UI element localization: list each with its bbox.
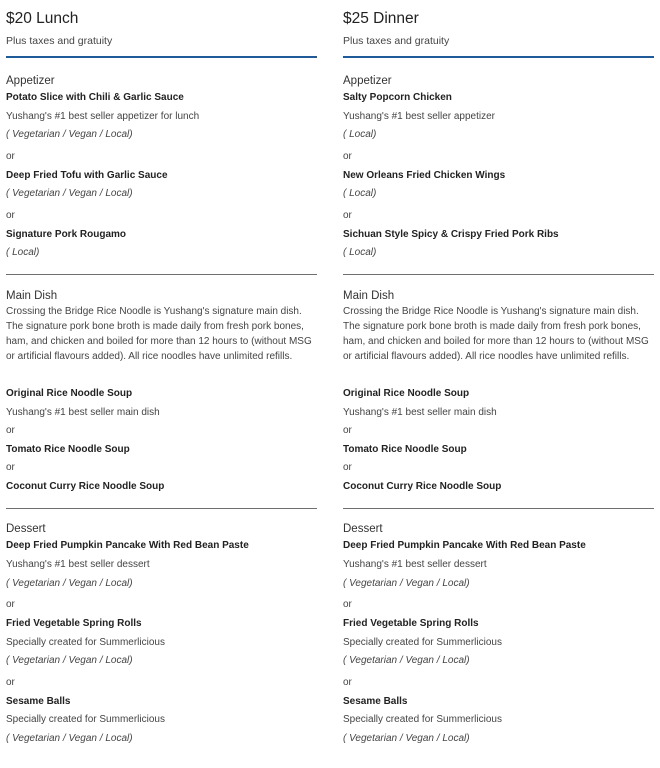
title-rule: [6, 56, 317, 58]
menu-item-name: Deep Fried Pumpkin Pancake With Red Bean Paste: [343, 540, 586, 551]
section-heading-dessert: Dessert: [343, 523, 383, 535]
menu-title: $20 Lunch: [6, 10, 79, 27]
section-heading-appetizer: Appetizer: [343, 75, 392, 87]
main-dish-description: Crossing the Bridge Rice Noodle is Yushang's signature main dish. The signature pork bone broth is made daily from fresh pork bones, ham, and chicken and boiled for more than 12 hours to (without MSG or artificial flavours added). All rice noodles have unlimited refills.: [6, 306, 312, 362]
menu-item-note: Yushang's #1 best seller appetizer for lunch: [6, 111, 200, 122]
menu-item-note: Specially created for Summerlicious: [6, 637, 165, 648]
menu-item-name: Deep Fried Tofu with Garlic Sauce: [6, 170, 168, 181]
section-heading-dessert: Dessert: [6, 523, 46, 535]
or-separator: or: [6, 677, 15, 688]
menu-subtitle: Plus taxes and gratuity: [343, 35, 450, 47]
menu-item-name: Tomato Rice Noodle Soup: [6, 444, 130, 455]
main-dish-description: Crossing the Bridge Rice Noodle is Yushang's signature main dish. The signature pork bone broth is made daily from fresh pork bones, ham, and chicken and boiled for more than 12 hours to (without MSG or artificial flavours added). All rice noodles have unlimited refills.: [343, 306, 649, 362]
section-divider: [6, 274, 317, 275]
or-separator: or: [343, 462, 352, 473]
or-separator: or: [343, 210, 352, 221]
menu-item-tags: ( Vegetarian / Vegan / Local): [343, 733, 470, 744]
or-separator: or: [6, 210, 15, 221]
menu-item-tags: ( Vegetarian / Vegan / Local): [343, 655, 470, 666]
menu-item-tags: ( Vegetarian / Vegan / Local): [6, 733, 133, 744]
menu-item-name: Fried Vegetable Spring Rolls: [343, 618, 479, 629]
menu-item-tags: ( Local): [343, 129, 377, 140]
or-separator: or: [343, 677, 352, 688]
or-separator: or: [343, 599, 352, 610]
menu-item-name: Signature Pork Rougamo: [6, 229, 127, 240]
menu-subtitle: Plus taxes and gratuity: [6, 35, 113, 47]
menu-item-note: Specially created for Summerlicious: [343, 637, 502, 648]
menu-item-tags: ( Vegetarian / Vegan / Local): [6, 578, 133, 589]
menu-item-tags: ( Vegetarian / Vegan / Local): [6, 129, 133, 140]
section-heading-main-dish: Main Dish: [343, 290, 395, 302]
or-separator: or: [6, 151, 15, 162]
menu-item-name: Coconut Curry Rice Noodle Soup: [6, 481, 165, 492]
menu-item-note: Yushang's #1 best seller main dish: [343, 407, 497, 418]
menu-item-name: Fried Vegetable Spring Rolls: [6, 618, 142, 629]
menu-item-tags: ( Vegetarian / Vegan / Local): [6, 188, 133, 199]
menu-item-name: Deep Fried Pumpkin Pancake With Red Bean Paste: [6, 540, 249, 551]
or-separator: or: [343, 425, 352, 436]
section-heading-appetizer: Appetizer: [6, 75, 55, 87]
or-separator: or: [6, 599, 15, 610]
section-heading-main-dish: Main Dish: [6, 290, 58, 302]
menu-item-name: Original Rice Noodle Soup: [343, 388, 470, 399]
title-rule: [343, 56, 654, 58]
menu-item-tags: ( Vegetarian / Vegan / Local): [6, 655, 133, 666]
menu-item-name: Potato Slice with Chili & Garlic Sauce: [6, 92, 184, 103]
menu-item-tags: ( Local): [343, 188, 377, 199]
menu-item-note: Specially created for Summerlicious: [343, 714, 502, 725]
menu-item-name: Tomato Rice Noodle Soup: [343, 444, 467, 455]
menu-item-name: New Orleans Fried Chicken Wings: [343, 170, 506, 181]
menu-item-name: Salty Popcorn Chicken: [343, 92, 452, 103]
menu-item-tags: ( Local): [343, 247, 377, 258]
section-divider: [343, 508, 654, 509]
or-separator: or: [6, 425, 15, 436]
menu-item-name: Original Rice Noodle Soup: [6, 388, 133, 399]
menu-item-tags: ( Local): [6, 247, 40, 258]
menu-item-name: Sesame Balls: [6, 696, 71, 707]
menu-item-note: Yushang's #1 best seller dessert: [6, 559, 150, 570]
menu-title: $25 Dinner: [343, 10, 419, 27]
or-separator: or: [343, 151, 352, 162]
menu-item-note: Yushang's #1 best seller appetizer: [343, 111, 496, 122]
menu-item-name: Sesame Balls: [343, 696, 408, 707]
menu-item-note: Yushang's #1 best seller main dish: [6, 407, 160, 418]
menu-item-name: Sichuan Style Spicy & Crispy Fried Pork Ribs: [343, 229, 559, 240]
section-divider: [6, 508, 317, 509]
menu-item-note: Specially created for Summerlicious: [6, 714, 165, 725]
menu-item-tags: ( Vegetarian / Vegan / Local): [343, 578, 470, 589]
menu-item-note: Yushang's #1 best seller dessert: [343, 559, 487, 570]
section-divider: [343, 274, 654, 275]
menu-item-name: Coconut Curry Rice Noodle Soup: [343, 481, 502, 492]
or-separator: or: [6, 462, 15, 473]
